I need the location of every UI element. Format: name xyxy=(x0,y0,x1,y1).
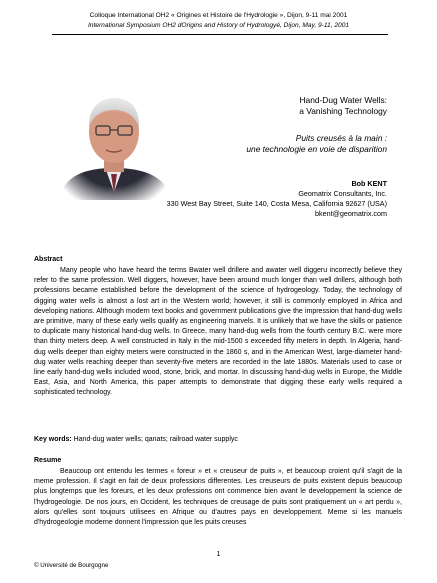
resume-body xyxy=(34,467,402,528)
author-affiliation xyxy=(167,179,387,219)
paper-title-french-line-2: une technologie en voie de disparition xyxy=(246,144,387,154)
conference-header-french: Colloque International OH2 « Origines et Histoire de l'Hydrologie », Dijon, 9-11 mai 2001 xyxy=(89,12,348,19)
paper-title-french xyxy=(246,133,387,155)
conference-header-english: International Symposium OH2 dOrigins and History of Hydrologyé, Dijon, May, 9-11, 2001 xyxy=(87,22,350,29)
paper-title-line-2: a Vanishing Technology xyxy=(299,106,387,116)
author-email[interactable]: bkent@geomatrix.com xyxy=(314,209,387,218)
paper-title xyxy=(299,95,387,117)
author-name: Bob KENT xyxy=(351,179,387,188)
abstract-body xyxy=(34,266,402,399)
keywords-label: Key words: xyxy=(34,436,72,443)
abstract-heading: Abstract xyxy=(34,256,63,263)
author-address: 330 West Bay Street, Suite 140, Costa Mesa, California 92627 (USA) xyxy=(166,199,387,208)
copyright-footer: © Université de Bourgogne xyxy=(34,562,109,569)
keywords-text: Hand-dug water wells; qanats; railroad water supplyc xyxy=(71,436,238,443)
header-divider xyxy=(52,34,388,35)
author-photo xyxy=(54,88,174,200)
paper-title-french-line-1: Puits creusés à la main : xyxy=(295,133,387,143)
abstract-text: Many people who have heard the terms Bwater well drillere and awater well diggeru incorrectly believe they refer to the same profession. Well diggers, however, have been around much longer than well drillers, although both professions became established before the development of the science of hydrogeology. Today, the technology of digging water wells is almost a lost art in the Western world; however, it still is commonly employed in Africa and developing nations. Although modern text books and government publications give the impression that hand-dug wells are primitive, many of these early wells qualify as engineering marvels. It is unlikely that we have the skills or patience to duplicate many historical hand-dug wells. In Greece, many hand-dug wells from the fourth century B.C. were more than thirty meters deep. A well constructed in Italy in the mid-1500 s exceeded fifty meters in depth. In Algeria, hand-dug wells deeper than eighty meters were constructed in the 1860 s, and in the American West, large-diameter hand-dug water wells reaching deeper than seventy-five meters are recorded in the late 1880s. Materials used to case or line early hand-dug wells included wood, stone, brick, and mortar. In discussing hand-dug wells in Europe, the Middle East, Asia, and North America, this paper attempts to demonstrate that digging these early wells required a sophisticated technology. xyxy=(34,267,402,397)
resume-text: Beaucoup ont entendu les termes « foreur » et « creuseur de puits », et beaucoup croient qu'il s'agit de la meme profession. Il s'agit en fait de deux professions differentes. Les creuseurs de puits existent depuis beaucoup plus longtemps que les foreurs, et les deux professions ont commence bien avant le developpement la science de l'hydrogeologie. De nos jours, en Occident, les techniques de creusage de puits sont pratiquement un « art perdu », alors qu'elles sont toujours utilisees en Afrique ou d'autres pays en developpement. Meme si les manuels d'hydrogeologie moderne donnent l'impression que les puits creuses xyxy=(34,468,402,527)
page-number: 1 xyxy=(216,551,221,558)
paper-title-line-1: Hand-Dug Water Wells: xyxy=(299,95,387,105)
keywords-line xyxy=(34,436,238,443)
resume-heading: Resume xyxy=(34,457,62,464)
author-organization: Geomatrix Consultants, Inc. xyxy=(298,189,387,198)
